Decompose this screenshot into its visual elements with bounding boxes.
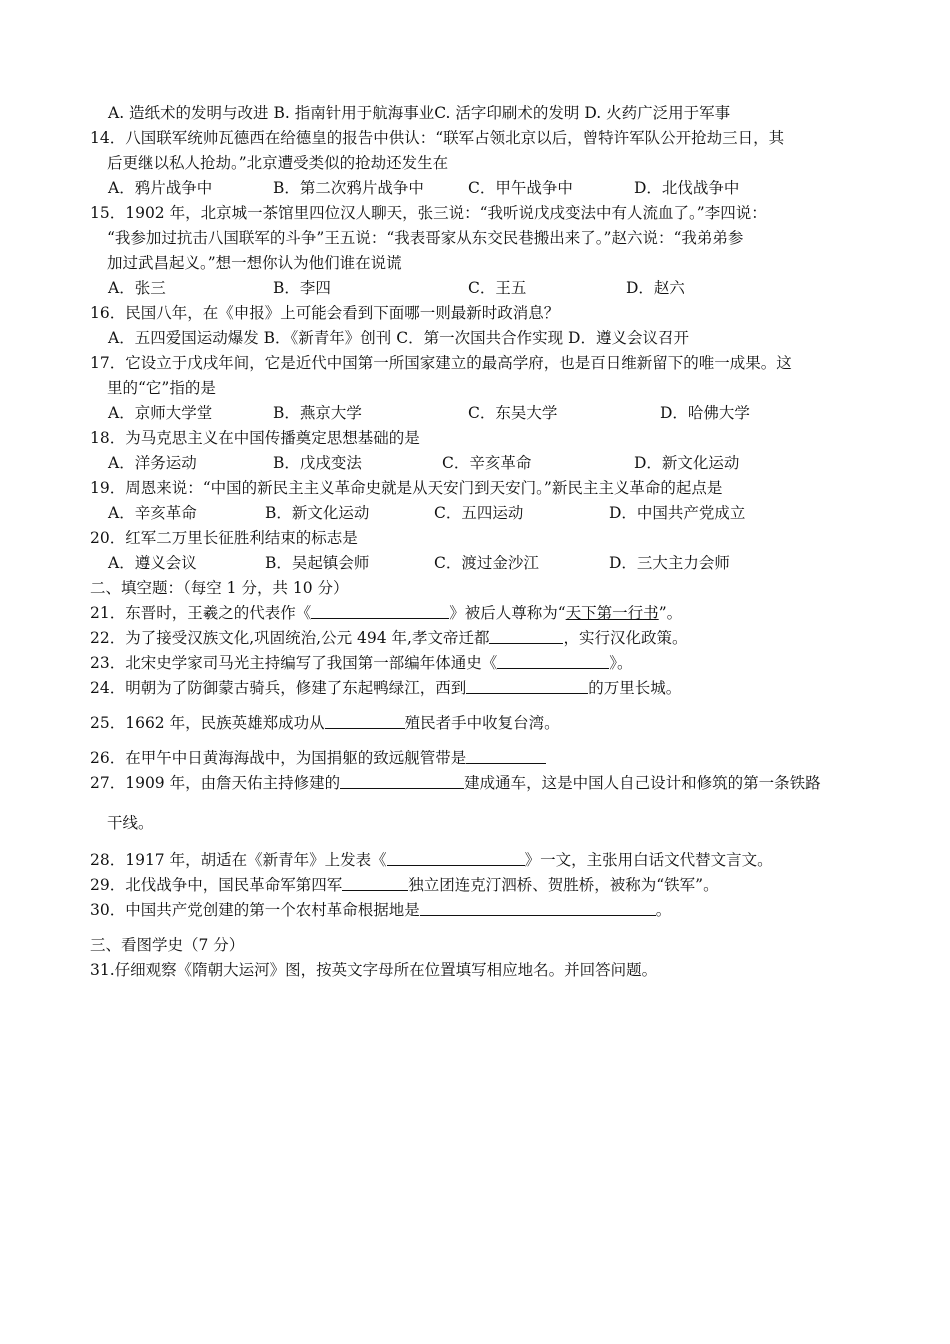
- q22-answer-blank[interactable]: [489, 628, 563, 644]
- q19-option-d: D．中国共产党成立: [609, 504, 746, 522]
- q28: [90, 850, 773, 870]
- q20-option-b: B．吴起镇会师: [265, 554, 370, 572]
- q20-option-d: D．三大主力会师: [609, 554, 730, 572]
- q27-answer-blank[interactable]: [340, 773, 464, 789]
- q21-text-before: 21．东晋时，王羲之的代表作《: [90, 604, 312, 622]
- q22-text-before: 22．为了接受汉族文化,巩固统治,公元 494 年,孝文帝迁都: [90, 629, 490, 647]
- q15-option-d: D．赵六: [626, 279, 685, 297]
- q27-line2: 干线。: [107, 814, 154, 832]
- q25-answer-blank[interactable]: [325, 713, 405, 729]
- q15-stem-line1: 15．1902 年，北京城一茶馆里四位汉人聊天，张三说：“我听说戊戌变法中有人流血了。”李四说：: [90, 204, 767, 222]
- q21-underlined-text: 天下第一行书: [565, 604, 659, 622]
- q16-options: [108, 328, 689, 348]
- q18-option-b: B．戊戌变法: [273, 454, 362, 472]
- q15-option-b: B．李四: [273, 279, 331, 297]
- q18-option-a: A．洋务运动: [108, 454, 197, 472]
- q16-stem: 16．民国八年，在《申报》上可能会看到下面哪一则最新时政消息？: [90, 304, 560, 322]
- q29-answer-blank[interactable]: [342, 875, 408, 891]
- q23: [90, 653, 633, 673]
- q19-option-b: B．新文化运动: [265, 504, 370, 522]
- q23-text-after: 》。: [609, 654, 633, 672]
- q31-stem: 31.仔细观察《隋朝大运河》图，按英文字母所在位置填写相应地名。并回答问题。: [90, 961, 658, 979]
- q13-option-b: B. 指南针用于航海事业: [273, 104, 435, 122]
- q24-text-before: 24．明朝为了防御蒙古骑兵，修建了东起鸭绿江，西到: [90, 679, 467, 697]
- q20-option-a: A．遵义会议: [108, 554, 197, 572]
- q21: [90, 603, 682, 623]
- q17-option-c: C．东吴大学: [468, 404, 558, 422]
- q21-answer-blank[interactable]: [311, 603, 449, 619]
- q17-stem-line2: 里的“它”指的是: [107, 379, 216, 397]
- section2-title: 二、填空题：（每空 1 分，共 10 分）: [90, 579, 349, 597]
- q22: [90, 628, 687, 648]
- q29: [90, 875, 719, 895]
- q17-option-a: A．京师大学堂: [108, 404, 213, 422]
- q14-stem-line1: 14．八国联军统帅瓦德西在给德皇的报告中供认：“联军占领北京以后，曾特许军队公开抢劫三日，其: [90, 129, 785, 147]
- q15-stem-line2: “我参加过抗击八国联军的斗争”王五说：“我表哥家从东交民巷搬出来了。”赵六说：“我弟弟参: [107, 229, 744, 247]
- q14-option-a: A．鸦片战争中: [108, 179, 213, 197]
- q14-option-b: B．第二次鸦片战争中: [273, 179, 424, 197]
- q23-text-before: 23．北宋史学家司马光主持编写了我国第一部编年体通史《: [90, 654, 498, 672]
- q21-text-mid: 》被后人尊称为“: [449, 604, 566, 622]
- q22-text-after: ，实行汉化政策。: [563, 629, 688, 647]
- q17-option-b: B．燕京大学: [273, 404, 362, 422]
- q23-answer-blank[interactable]: [497, 653, 609, 669]
- q18-stem: 18．为马克思主义在中国传播奠定思想基础的是: [90, 429, 420, 447]
- q25: [90, 713, 560, 733]
- q28-text-before: 28．1917 年，胡适在《新青年》上发表《: [90, 851, 387, 869]
- q20-option-c: C．渡过金沙江: [434, 554, 539, 572]
- q13-option-a: A. 造纸术的发明与改进: [108, 104, 269, 122]
- section3-title: 三、看图学史（7 分）: [90, 936, 245, 954]
- q29-text-before: 29．北伐战争中，国民革命军第四军: [90, 876, 343, 894]
- q19-stem: 19．周恩来说：“中国的新民主主义革命史就是从天安门到天安门。”新民主主义革命的起点是: [90, 479, 723, 497]
- q16-option-c: C．第一次国共合作实现: [396, 329, 564, 347]
- q29-text-after: 独立团连克汀泗桥、贺胜桥，被称为“铁军”。: [408, 876, 719, 894]
- q25-text-after: 殖民者手中收复台湾。: [404, 714, 560, 732]
- q14-option-d: D．北伐战争中: [634, 179, 740, 197]
- q13-options: [108, 103, 730, 123]
- q13-option-d: D. 火药广泛用于军事: [584, 104, 731, 122]
- q16-option-b: B．《新青年》创刊: [263, 329, 392, 347]
- q18-option-c: C．辛亥革命: [442, 454, 532, 472]
- q15-stem-line3: 加过武昌起义。”想一想你认为他们谁在说谎: [107, 254, 402, 272]
- q27-text-after: 建成通车，这是中国人自己设计和修筑的第一条铁路: [464, 774, 821, 792]
- q25-text-before: 25．1662 年，民族英雄郑成功从: [90, 714, 325, 732]
- q16-option-a: A．五四爱国运动爆发: [108, 329, 259, 347]
- q30-text-after: 。: [655, 901, 672, 919]
- q30: [90, 900, 671, 920]
- q17-stem-line1: 17．它设立于戊戌年间，它是近代中国第一所国家建立的最高学府，也是百日维新留下的唯一成果。这: [90, 354, 792, 372]
- q14-option-c: C．甲午战争中: [468, 179, 573, 197]
- q26-text-before: 26．在甲午中日黄海海战中，为国捐躯的致远舰管带是: [90, 749, 467, 767]
- q28-text-after: 》一文，主张用白话文代替文言文。: [524, 851, 773, 869]
- q30-answer-blank[interactable]: [420, 900, 656, 916]
- q26: [90, 748, 546, 768]
- q13-option-c: C. 活字印刷术的发明: [434, 104, 580, 122]
- q28-answer-blank[interactable]: [387, 850, 525, 866]
- q16-option-d: D．遵义会议召开: [568, 329, 689, 347]
- q19-option-c: C．五四运动: [434, 504, 524, 522]
- q15-option-c: C．王五: [468, 279, 527, 297]
- q27: [90, 773, 821, 793]
- q27-text-before: 27．1909 年，由詹天佑主持修建的: [90, 774, 341, 792]
- q30-text-before: 30．中国共产党创建的第一个农村革命根据地是: [90, 901, 420, 919]
- q24-text-after: 的万里长城。: [588, 679, 682, 697]
- q18-option-d: D．新文化运动: [634, 454, 740, 472]
- q26-answer-blank[interactable]: [466, 748, 546, 764]
- q17-option-d: D．哈佛大学: [660, 404, 750, 422]
- q19-option-a: A．辛亥革命: [108, 504, 197, 522]
- q15-option-a: A．张三: [108, 279, 166, 297]
- q24: [90, 678, 681, 698]
- q14-stem-line2: 后更继以私人抢劫。”北京遭受类似的抢劫还发生在: [107, 154, 449, 172]
- q20-stem: 20．红军二万里长征胜利结束的标志是: [90, 529, 358, 547]
- q21-text-after: ”。: [658, 604, 683, 622]
- q24-answer-blank[interactable]: [466, 678, 588, 694]
